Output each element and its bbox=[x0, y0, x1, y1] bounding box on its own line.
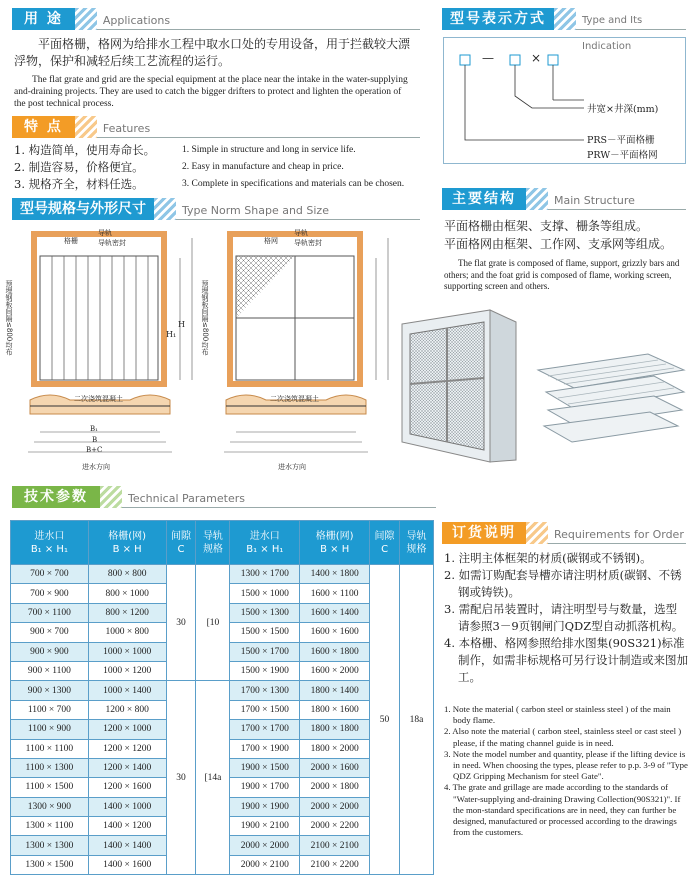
grate-size-cell: 1200 × 1600 bbox=[88, 778, 166, 797]
grate-size-cell: 1000 × 1000 bbox=[88, 642, 166, 661]
grate-size-cell: 2000 × 2000 bbox=[300, 797, 370, 816]
grate-size-cell: 1400 × 1800 bbox=[300, 565, 370, 584]
tech-params-header bbox=[12, 486, 436, 508]
grate-size-cell: 800 × 1000 bbox=[88, 584, 166, 603]
requirement-item-2-cn: 2. 如需订购配套导槽亦请注明材质(碳钢、不锈钢或铸铁)。 bbox=[444, 568, 682, 599]
inlet-size-cell: 700 × 900 bbox=[11, 584, 89, 603]
inlet-size-cell: 900 × 1300 bbox=[11, 681, 89, 700]
feature-item-2-cn: 2. 制造容易，价格便宜。 bbox=[14, 160, 144, 174]
inlet-size-cell: 1900 × 2100 bbox=[230, 817, 300, 836]
type-norm-header bbox=[12, 198, 420, 220]
main-structure-header bbox=[442, 188, 686, 210]
table-header-row bbox=[11, 521, 434, 565]
product-photos bbox=[398, 300, 690, 464]
rail-cell: 18a bbox=[400, 565, 434, 875]
grate-size-cell: 1400 × 1600 bbox=[88, 855, 166, 874]
tech-params-title-en: Technical Parameters bbox=[122, 486, 436, 508]
grate-size-cell: 1400 × 1400 bbox=[88, 836, 166, 855]
grate-size-cell: 1200 × 1200 bbox=[88, 739, 166, 758]
inlet-size-cell: 1100 × 700 bbox=[11, 700, 89, 719]
applications-title-cn: 用 途 bbox=[12, 8, 75, 30]
grate-size-cell: 1000 × 800 bbox=[88, 623, 166, 642]
requirement-item-3-en: 3. Note the model number and quantity, please if the lifting device is in need. When choosing the types, please refer to p.p. 3-9 of "Type QDZ Gripping Mechanism for steel Gate". bbox=[444, 748, 688, 782]
type-norm-title-en: Type Norm Shape and Size bbox=[176, 198, 420, 220]
grate-size-cell: 1400 × 1000 bbox=[88, 797, 166, 816]
grate-flow-label: 进水方向 bbox=[82, 463, 110, 471]
col-gap-left: 间隙 C bbox=[166, 521, 196, 565]
net-flow-label: 进水方向 bbox=[278, 463, 306, 471]
feature-item-2-en: 2. Easy in manufacture and cheap in price. bbox=[182, 162, 344, 172]
net-pour-label: 二次浇筑混凝土 bbox=[270, 395, 319, 403]
type-code-times: × bbox=[531, 51, 542, 65]
grate-size-cell: 1000 × 1400 bbox=[88, 681, 166, 700]
col-grate-right: 格栅(网) B × H bbox=[300, 521, 370, 565]
col-grate-left: 格栅(网) B × H bbox=[88, 521, 166, 565]
inlet-size-cell: 1300 × 1700 bbox=[230, 565, 300, 584]
inlet-size-cell: 1900 × 1900 bbox=[230, 797, 300, 816]
applications-title-en: Applications bbox=[97, 8, 420, 30]
grate-size-cell: 1600 × 1100 bbox=[300, 584, 370, 603]
requirement-item-1-en: 1. Note the material ( carbon steel or stainless steel ) of the main body flame. bbox=[444, 704, 671, 726]
grate-size-cell: 1600 × 2000 bbox=[300, 661, 370, 680]
grate-size-cell: 1600 × 1400 bbox=[300, 603, 370, 622]
applications-text-en: The flat grate and grid are the special equipment at the place near the intake in the water-supplying and-draining projects. They are used to catch the bigger drifters to protect and lighten the operation of the post technical process. bbox=[14, 75, 408, 109]
applications-text-cn: 平面格栅，格网为给排水工程中取水口处的专用设备，用于拦截较大漂浮物，保护和减轻后续工艺流程的运行。 bbox=[14, 37, 411, 68]
grate-size-cell: 2100 × 2100 bbox=[300, 836, 370, 855]
requirements-list-cn bbox=[444, 550, 688, 686]
grate-h-label: H bbox=[178, 320, 185, 329]
inlet-size-cell: 1300 × 1500 bbox=[11, 855, 89, 874]
grate-drawing bbox=[10, 228, 206, 478]
inlet-size-cell: 1500 × 1300 bbox=[230, 603, 300, 622]
grate-b1-label: B₁ bbox=[90, 425, 98, 433]
inlet-size-cell: 2000 × 2100 bbox=[230, 855, 300, 874]
inlet-size-cell: 1100 × 1500 bbox=[11, 778, 89, 797]
features-header bbox=[12, 116, 420, 138]
inlet-size-cell: 1700 × 1300 bbox=[230, 681, 300, 700]
inlet-size-cell: 1900 × 1700 bbox=[230, 778, 300, 797]
inlet-size-cell: 1500 × 1900 bbox=[230, 661, 300, 680]
inlet-size-cell: 1500 × 1500 bbox=[230, 623, 300, 642]
requirement-item-2-en: 2. Also note the material ( carbon steel, stainless steel or cast steel ) please, if the mating channel guide is in need. bbox=[444, 726, 682, 748]
grate-size-cell: 1800 × 2000 bbox=[300, 739, 370, 758]
inlet-size-cell: 1500 × 1700 bbox=[230, 642, 300, 661]
net-drawing bbox=[206, 228, 402, 478]
main-structure-text-en: The flat grate is composed of flame, support, grizzly bars and others; and the foat grid is composed of flame, working screen, supporting screen and others. bbox=[444, 258, 680, 291]
main-structure-title-cn: 主要结构 bbox=[442, 188, 526, 210]
main-structure-text-cn-2: 平面格网由框架、工作网、支承网等组成。 bbox=[444, 237, 673, 251]
main-structure-text-cn-1: 平面格栅由框架、支撑、栅条等组成。 bbox=[444, 219, 649, 233]
grate-size-cell: 1000 × 1200 bbox=[88, 661, 166, 680]
type-indication-title-cn: 型号表示方式 bbox=[442, 8, 554, 30]
grate-size-cell: 1400 × 1200 bbox=[88, 817, 166, 836]
feature-item-1-cn: 1. 构造简单，使用寿命长。 bbox=[14, 143, 156, 157]
inlet-size-cell: 1300 × 1100 bbox=[11, 817, 89, 836]
inlet-size-cell: 1100 × 1100 bbox=[11, 739, 89, 758]
grate-size-cell: 1200 × 1400 bbox=[88, 758, 166, 777]
grate-rail-label: 导轨 bbox=[98, 229, 112, 237]
inlet-size-cell: 900 × 900 bbox=[11, 642, 89, 661]
inlet-size-cell: 700 × 700 bbox=[11, 565, 89, 584]
table-body bbox=[11, 565, 434, 875]
grate-pour-label: 二次浇筑混凝土 bbox=[74, 395, 123, 403]
requirement-item-4-en: 4. The grate and grillage are made according to the standards of "Water-supplying and-draining Drawing Collection(90S321)". If the mon-standard specifications are in need, they can further be designed, manufactured or processed according to the drawings from the customers. bbox=[444, 782, 681, 838]
features-list-cn bbox=[14, 142, 182, 193]
grate-size-cell: 1200 × 1000 bbox=[88, 720, 166, 739]
grate-size-cell: 1200 × 800 bbox=[88, 700, 166, 719]
grate-size-cell: 2100 × 2200 bbox=[300, 855, 370, 874]
gap-cell: 30 bbox=[166, 681, 196, 875]
net-side-label: 预埋钢板间隔≤800均布 bbox=[201, 280, 209, 356]
grate-size-cell: 1800 × 1600 bbox=[300, 700, 370, 719]
inlet-size-cell: 1100 × 900 bbox=[11, 720, 89, 739]
grate-size-cell: 800 × 800 bbox=[88, 565, 166, 584]
grate-b-label: B bbox=[92, 436, 98, 444]
applications-header bbox=[12, 8, 420, 30]
features-list-en bbox=[182, 142, 432, 193]
col-gap-right: 间隙 C bbox=[370, 521, 400, 565]
requirements-title-en: Requirements for Order bbox=[548, 522, 686, 544]
type-indication-title-en: Type and Its Indication bbox=[576, 8, 686, 30]
requirement-item-1-cn: 1. 注明主体框架的材质(碳钢或不锈钢)。 bbox=[444, 551, 652, 565]
table-row bbox=[11, 565, 434, 584]
grate-size-cell: 2000 × 1600 bbox=[300, 758, 370, 777]
grate-size-cell: 1600 × 1600 bbox=[300, 623, 370, 642]
net-rail-seal-label: 导轨密封 bbox=[294, 239, 322, 247]
net-rail-label: 导轨 bbox=[294, 229, 308, 237]
type-code-dash: — bbox=[482, 51, 494, 65]
type-code-prw-label: PRW－平面格网 bbox=[587, 150, 658, 161]
feature-item-3-cn: 3. 规格齐全，材料任选。 bbox=[14, 177, 144, 191]
grate-rail-seal-label: 导轨密封 bbox=[98, 239, 126, 247]
inlet-size-cell: 900 × 700 bbox=[11, 623, 89, 642]
type-code-prs-label: PRS－平面格栅 bbox=[587, 135, 655, 146]
grate-size-cell: 2000 × 2200 bbox=[300, 817, 370, 836]
type-indication-header bbox=[442, 8, 686, 52]
features-title-cn: 特 点 bbox=[12, 116, 75, 138]
inlet-size-cell: 1500 × 1000 bbox=[230, 584, 300, 603]
gap-cell: 30 bbox=[166, 565, 196, 681]
tech-params-table bbox=[10, 520, 434, 875]
inlet-size-cell: 1900 × 1500 bbox=[230, 758, 300, 777]
requirement-item-3-cn: 3. 需配启吊装置时，请注明型号与数量，选型请参照3－9页钢闸门QDZ型自动抓落机构。 bbox=[444, 602, 684, 633]
net-label: 格网 bbox=[264, 237, 278, 245]
col-inlet-left: 进水口 B₁ × H₁ bbox=[11, 521, 89, 565]
rail-cell: [10 bbox=[196, 565, 230, 681]
grate-label: 格栅 bbox=[64, 237, 78, 245]
inlet-size-cell: 1700 × 1500 bbox=[230, 700, 300, 719]
features-title-en: Features bbox=[97, 116, 420, 138]
grate-bc-label: B+C bbox=[86, 446, 103, 454]
requirement-item-4-cn: 4. 本格栅、格网参照给排水图集(90S321)标准制作，如需非标规格可另行设计制造或来图加工。 bbox=[444, 636, 688, 684]
main-structure-title-en: Main Structure bbox=[548, 188, 686, 210]
inlet-size-cell: 700 × 1100 bbox=[11, 603, 89, 622]
requirements-header bbox=[442, 522, 686, 544]
feature-item-1-en: 1. Simple in structure and long in service life. bbox=[182, 145, 356, 155]
inlet-size-cell: 2000 × 2000 bbox=[230, 836, 300, 855]
col-rail-right: 导轨 规格 bbox=[400, 521, 434, 565]
grate-side-label: 预埋钢板间隔≤800均布 bbox=[5, 280, 13, 356]
inlet-size-cell: 1100 × 1300 bbox=[11, 758, 89, 777]
rail-cell: [14a bbox=[196, 681, 230, 875]
feature-item-3-en: 3. Complete in specifications and materials can be chosen. bbox=[182, 179, 405, 189]
inlet-size-cell: 1300 × 900 bbox=[11, 797, 89, 816]
grate-size-cell: 800 × 1200 bbox=[88, 603, 166, 622]
grate-size-cell: 1600 × 1800 bbox=[300, 642, 370, 661]
grate-h1-label: H₁ bbox=[166, 330, 177, 339]
inlet-size-cell: 1700 × 1700 bbox=[230, 720, 300, 739]
requirements-list-en bbox=[444, 704, 688, 838]
grate-size-cell: 1800 × 1800 bbox=[300, 720, 370, 739]
tech-params-title-cn: 技术参数 bbox=[12, 486, 100, 508]
col-rail-left: 导轨 规格 bbox=[196, 521, 230, 565]
type-code-size-label: 井宽×井深(mm) bbox=[587, 104, 659, 115]
inlet-size-cell: 1700 × 1900 bbox=[230, 739, 300, 758]
type-code-diagram bbox=[443, 37, 686, 164]
inlet-size-cell: 900 × 1100 bbox=[11, 661, 89, 680]
requirements-title-cn: 订货说明 bbox=[442, 522, 526, 544]
inlet-size-cell: 1300 × 1300 bbox=[11, 836, 89, 855]
grate-size-cell: 2000 × 1800 bbox=[300, 778, 370, 797]
grate-size-cell: 1800 × 1400 bbox=[300, 681, 370, 700]
type-norm-title-cn: 型号规格与外形尺寸 bbox=[12, 198, 154, 220]
col-inlet-right: 进水口 B₁ × H₁ bbox=[230, 521, 300, 565]
gap-cell: 50 bbox=[370, 565, 400, 875]
